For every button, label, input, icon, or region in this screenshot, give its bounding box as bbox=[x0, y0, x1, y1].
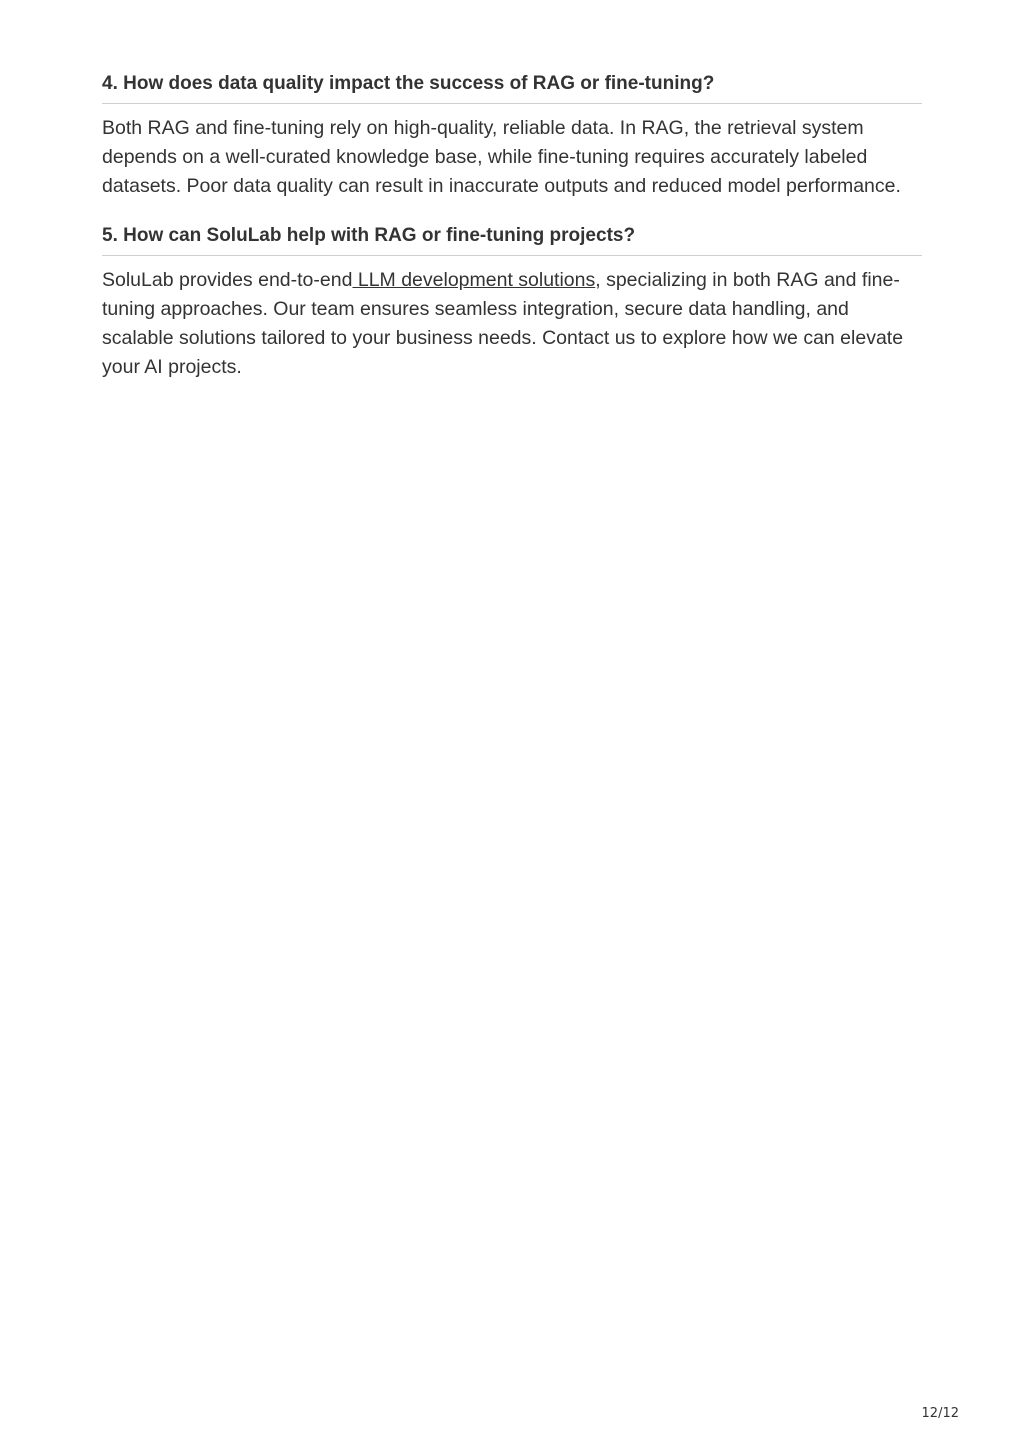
answer-text-after-link: , specializing in both RAG and fine-tuning approaches. Our team ensures seamless integration, secure data handling, and scalable solutions tailored to your business needs. Contact us to explore how we can elevate your AI projects. bbox=[102, 269, 904, 378]
faq-answer: Both RAG and fine-tuning rely on high-quality, reliable data. In RAG, the retrieval system depends on a well-curated knowledge base, while fine-tuning requires accurately labeled datasets. Poor data quality can result in inaccurate outputs and reduced model performance. bbox=[102, 117, 901, 197]
answer-text-before-link: SoluLab provides end-to-end bbox=[102, 269, 353, 291]
page-number: 12/12 bbox=[921, 1406, 959, 1421]
faq-item-5 bbox=[102, 224, 922, 382]
faq-item-4 bbox=[102, 72, 922, 201]
llm-development-solutions-link[interactable]: LLM development solutions bbox=[352, 269, 596, 291]
faq-answer bbox=[102, 266, 922, 382]
faq-question: 5. How can SoluLab help with RAG or fine-tuning projects? bbox=[102, 224, 922, 256]
document-body bbox=[102, 72, 922, 382]
faq-question: 4. How does data quality impact the success of RAG or fine-tuning? bbox=[102, 72, 922, 104]
